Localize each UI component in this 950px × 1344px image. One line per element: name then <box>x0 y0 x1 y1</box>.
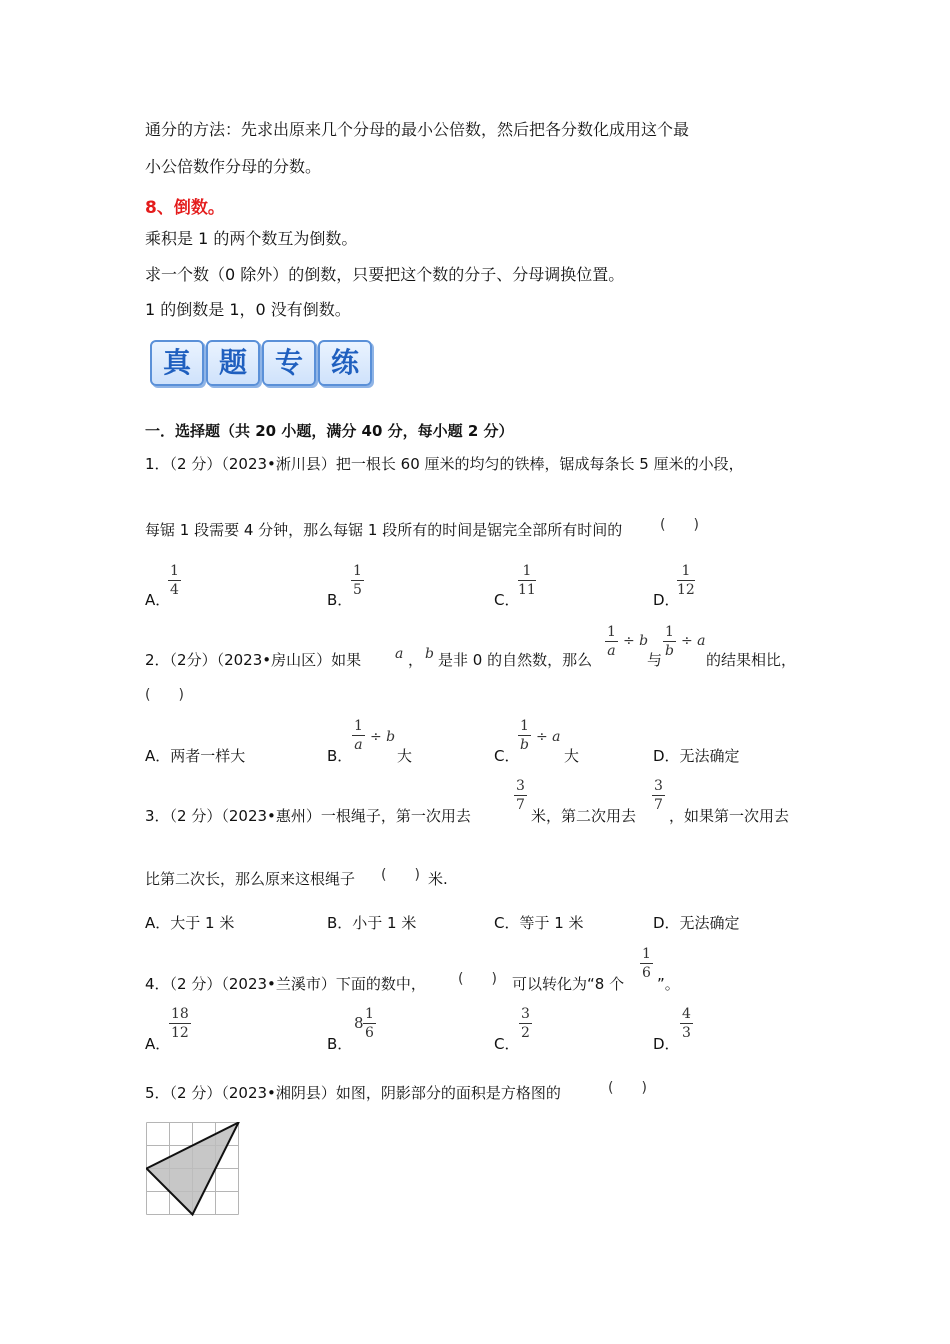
section7-line1: 通分的方法：先求出原来几个分母的最小公倍数，然后把各分数化成用这个最 <box>145 120 690 139</box>
q2-comma: ， <box>408 651 424 669</box>
q4-option-c-label: C． <box>494 1035 520 1053</box>
q1-option-a-label: A． <box>145 591 171 609</box>
q3-line2: 比第二次长，那么原来这根绳子 <box>145 870 356 888</box>
q4-option-a-label: A． <box>145 1035 171 1053</box>
section8-line1: 乘积是 1 的两个数互为倒数。 <box>145 229 358 248</box>
q4-option-a-fraction: $\frac{18}{12}$ <box>171 1006 189 1041</box>
q4-mid: 可以转化为“8 个 <box>512 975 625 993</box>
q4-option-b-label: B． <box>327 1035 353 1053</box>
q1-option-c-label: C． <box>494 591 520 609</box>
q2-with: 与 <box>647 651 663 669</box>
badge-char-3: 专 <box>262 340 316 386</box>
q4-suffix: ”。 <box>657 975 680 993</box>
q5-answer-paren: ( ) <box>608 1080 647 1096</box>
q1-answer-paren: ( ) <box>660 517 699 533</box>
q1-line1: 1．（2 分）（2023•淅川县）把一根长 60 厘米的均匀的铁棒，锯成每条长 5 厘米的小段， <box>145 455 744 473</box>
q2-option-a: A．两者一样大 <box>145 747 246 765</box>
q4-answer-paren: ( ) <box>458 971 497 987</box>
q3-fraction-2: $\frac{3}{7}$ <box>654 778 663 813</box>
badge-char-4: 练 <box>318 340 372 386</box>
q4-prefix: 4．（2 分）（2023•兰溪市）下面的数中， <box>145 975 426 993</box>
q2-expr2-fraction: $\frac{1}{b}$ <box>664 624 674 659</box>
q3-option-b: B．小于 1 米 <box>327 914 417 932</box>
q3-fraction-1: $\frac{3}{7}$ <box>516 778 525 813</box>
q2-option-c-tail: ÷ a <box>536 729 561 745</box>
section8-heading: 8、倒数。 <box>145 198 225 218</box>
q4-option-d-fraction: $\frac{4}{3}$ <box>682 1006 691 1041</box>
q1-option-d-fraction: $\frac{1}{12}$ <box>677 563 695 598</box>
section8-line2: 求一个数（0 除外）的倒数，只要把这个数的分子、分母调换位置。 <box>145 265 625 284</box>
q3-option-c: C．等于 1 米 <box>494 914 584 932</box>
section7-line2: 小公倍数作分母的分数。 <box>145 157 322 176</box>
q5-line1: 5．（2 分）（2023•湘阴县）如图，阴影部分的面积是方格图的 <box>145 1084 561 1102</box>
q3-prefix: 3．（2 分）（2023•惠州）一根绳子，第一次用去 <box>145 807 471 825</box>
q3-line2-end: 米. <box>428 870 448 888</box>
q1-option-a-fraction: $\frac{1}{4}$ <box>170 563 179 598</box>
q1-option-c-fraction: $\frac{1}{11}$ <box>518 563 536 598</box>
q1-option-b-label: B． <box>327 591 353 609</box>
q5-grid-figure <box>146 1122 242 1218</box>
q4-option-b-fraction: $\frac{1}{6}$ <box>365 1006 374 1041</box>
q2-option-b-suffix: 大 <box>397 747 413 765</box>
q2-option-b-tail: ÷ b <box>370 729 396 745</box>
q3-option-a: A．大于 1 米 <box>145 914 235 932</box>
badge-char-1: 真 <box>150 340 204 386</box>
q1-option-d-label: D． <box>653 591 680 609</box>
q2-option-b-fraction: $\frac{1}{a}$ <box>354 718 363 753</box>
part-heading: 一．选择题（共 20 小题，满分 40 分，每小题 2 分） <box>145 422 514 440</box>
q3-option-d: D．无法确定 <box>653 914 740 932</box>
q4-option-b-whole: 8 <box>354 1014 364 1032</box>
q2-option-b-label: B． <box>327 747 353 765</box>
q2-option-d: D．无法确定 <box>653 747 740 765</box>
q2-option-c-fraction: $\frac{1}{b}$ <box>519 718 529 753</box>
q1-line2: 每锯 1 段需要 4 分钟，那么每锯 1 段所有的时间是锯完全部所有时间的 <box>145 521 623 539</box>
q2-answer-paren: ( ) <box>145 687 184 703</box>
q1-option-b-fraction: $\frac{1}{5}$ <box>353 563 362 598</box>
q3-suffix: ，如果第一次用去 <box>669 807 790 825</box>
q2-expr1-fraction: $\frac{1}{a}$ <box>607 624 616 659</box>
practice-badge <box>150 336 370 388</box>
q2-var-b: b <box>425 646 434 662</box>
section8-line3: 1 的倒数是 1，0 没有倒数。 <box>145 300 351 319</box>
q2-prefix: 2．（2分）（2023•房山区）如果 <box>145 651 362 669</box>
q2-option-c-suffix: 大 <box>564 747 580 765</box>
q2-expr2-tail: ÷ a <box>681 633 706 649</box>
q4-fraction: $\frac{1}{6}$ <box>642 946 651 981</box>
q4-option-c-fraction: $\frac{3}{2}$ <box>521 1006 530 1041</box>
q2-option-c-label: C． <box>494 747 520 765</box>
q3-mid: 米，第二次用去 <box>531 807 637 825</box>
q2-var-a: a <box>395 646 404 662</box>
q2-expr1-tail: ÷ b <box>623 633 649 649</box>
q4-option-d-label: D． <box>653 1035 680 1053</box>
q3-answer-paren: ( ) <box>381 867 420 883</box>
badge-char-2: 题 <box>206 340 260 386</box>
q2-suffix: 的结果相比， <box>706 651 797 669</box>
q2-mid: 是非 0 的自然数，那么 <box>438 651 593 669</box>
